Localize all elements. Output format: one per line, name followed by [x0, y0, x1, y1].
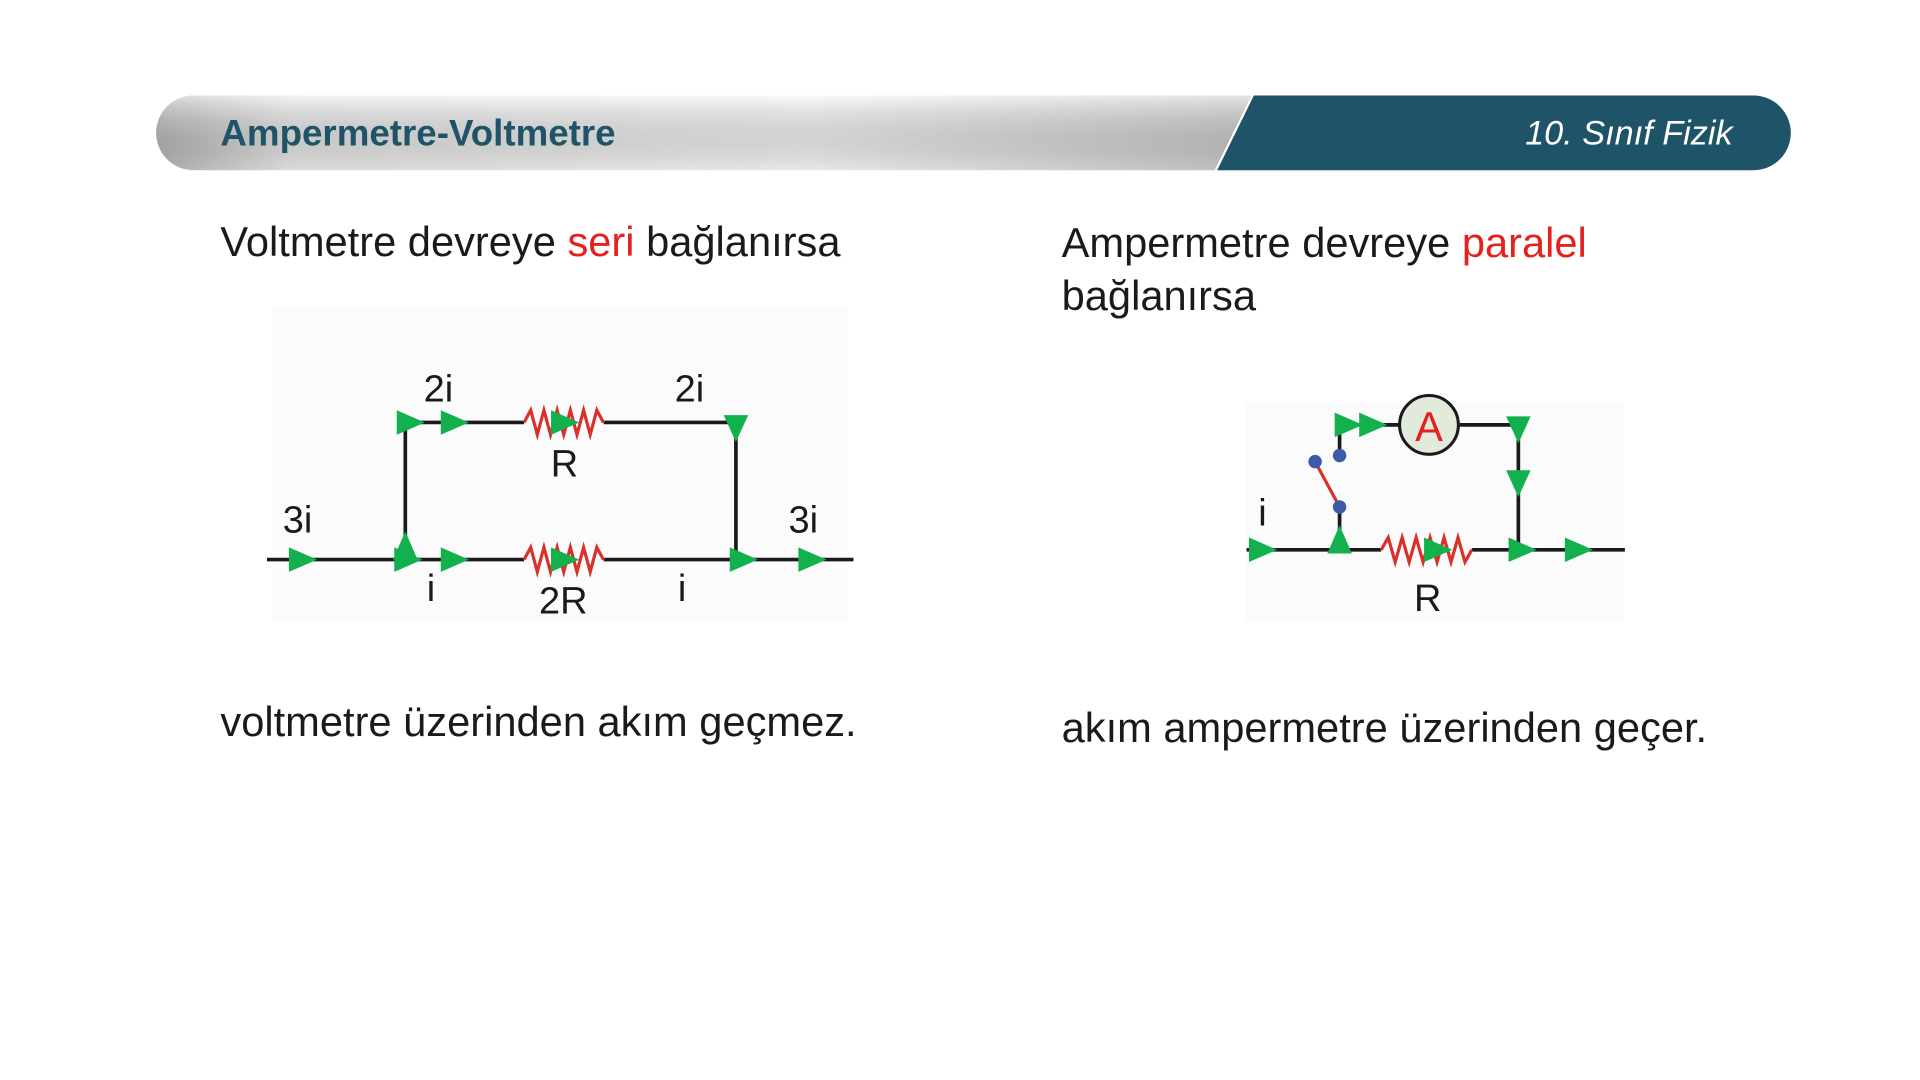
- course-label: 10. Sınıf Fizik: [1525, 114, 1733, 153]
- right-conclusion: akım ampermetre üzerinden geçer.: [1061, 704, 1708, 752]
- series-voltmeter-circuit: [267, 306, 854, 622]
- parallel-ammeter-circuit: [1247, 396, 1625, 623]
- page-title: Ampermetre-Voltmetre: [220, 112, 616, 154]
- right-heading-line2: bağlanırsa: [1061, 271, 1257, 319]
- label-top-right-current: 2i: [674, 368, 705, 411]
- switch-contact: [1308, 455, 1321, 468]
- label-bottom-left-current: i: [426, 568, 436, 611]
- left-heading: Voltmetre devreye seri bağlanırsa: [220, 217, 841, 265]
- left-conclusion: voltmetre üzerinden akım geçmez.: [220, 697, 857, 745]
- label-in-current: 3i: [282, 499, 313, 542]
- switch-contact: [1333, 449, 1346, 462]
- label-top-resistor: R: [550, 443, 579, 486]
- label-resistor: R: [1414, 578, 1442, 621]
- label-bottom-right-current: i: [677, 568, 687, 611]
- header-banner: [156, 96, 1791, 171]
- label-out-current: 3i: [788, 499, 819, 542]
- label-bottom-resistor: 2R: [539, 580, 588, 623]
- ammeter-label: A: [1415, 402, 1443, 450]
- label-top-left-current: 2i: [423, 368, 454, 411]
- label-in-current: i: [1258, 492, 1267, 535]
- right-heading: Ampermetre devreye paralel: [1061, 219, 1587, 267]
- switch-contact: [1333, 500, 1346, 513]
